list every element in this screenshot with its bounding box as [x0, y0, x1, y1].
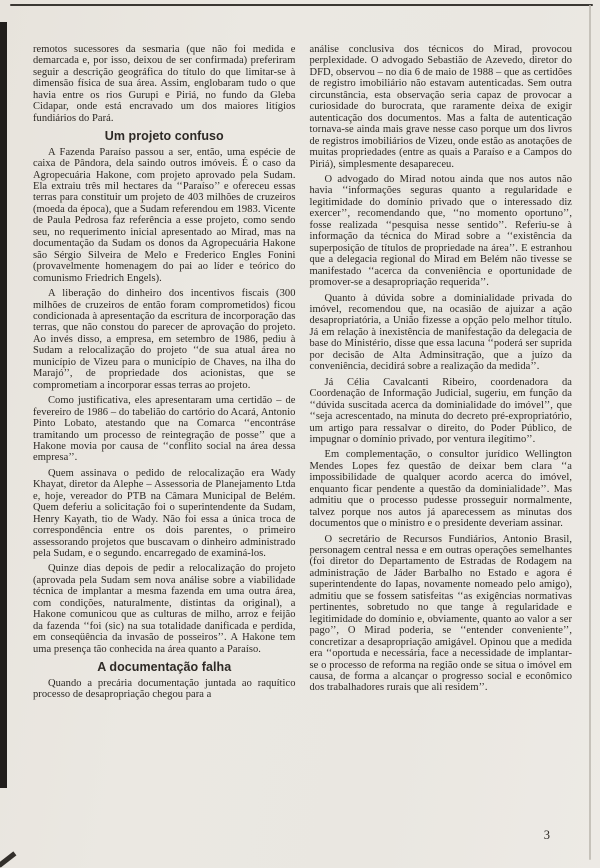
page-number: 3: [543, 828, 550, 842]
page-edge-top-line: [10, 4, 593, 6]
scan-mark-bottom-left: [0, 851, 16, 867]
paragraph: Em complementação, o consultor jurídico Wellington Mendes Lopes fez questão de deixar bem clara ‘‘a impossibilidade de qualquer acordo acerca do imóvel, enquanto ficar pendente a questão da dominialidade’’. Mas admitiu que o processo pudesse prosseguir normalmente, talvez porque nos autos já aparecessem as minutas dos documentos que o ministro e o presidente deveriam assinar.: [309, 449, 572, 530]
paragraph: Quanto à dúvida sobre a dominialidade privada do imóvel, recomendou que, na ocasião de ajuizar a ação desapropriatória, a União fizesse a opção pelo melhor título. Já em relação à inexistência de manifestação da delegacia de base do Ministério, disse que essa lacuna ‘‘poderá ser suprida por decisão de Alta Adminsitração, que a juízo da conveniência, decidirá sobre a realização da medida’’.: [309, 292, 572, 373]
paragraph: Quando a precária documentação juntada ao raquítico processo de desapropriação chegou para a: [33, 677, 296, 701]
paragraph: Já Célia Cavalcanti Ribeiro, coordenadora da Coordenação de Informação Judicial, sugeriu, em função da ‘‘dúvida suscitada acerca da dominialidade do imóvel’’, que ‘‘seja acrescentado, na minuta do decreto pré-expropriatório, um artigo para ressalvar o direito, do Poder Público, de impugnar o domínio privado, por ventura ilegítimo’’.: [309, 376, 572, 445]
section-heading: Um projeto confuso: [104, 129, 224, 144]
scan-shadow-left-band: [0, 22, 7, 788]
paragraph: remotos sucessores da sesmaria (que não foi medida e demarcada e, por isso, deixou de ser confirmada) preferiram seguir a descrição geográfica do título do que limitar-se à dimensão física de sua área. Assim, englobaram tudo o que havia entre os rios Gurupi e Piriá, no fundo da Gleba Cidapar, onde está encravado um dos maiores litígios fundiários do Pará.: [33, 44, 296, 124]
paragraph: O secretário de Recursos Fundiários, Antonio Brasil, personagem central nessa e em outras operações semelhantes (foi diretor do Departamento de Estradas de Rodagem na administração de Jáder Barbalho no Estado e agora é superintendente do Iapas, novamente nomeado pelo amigo), admitiu que se fossem satisfeitas ‘‘as exigências normativas pertinentes, sobretudo no que tange à regularidade e legitimidade do domínio e, obviamente, quanto ao valor a ser pago’’, O Mirad poderia, se ‘‘entender conveniente’’, concretizar a desapropriação amigável. Opinou que a medida era ‘‘oportuda e necessária, face a necessidade de implantar-se o processo de reforma na região onde se situa o imóvel em causa, de forma a alcançar o progresso social e econômico dos trabalhadores rurais que ali residem’’.: [309, 533, 572, 694]
paragraph: A liberação do dinheiro dos incentivos fiscais (300 milhões de cruzeiros de então foram comprometidos) ficou condicionada à apresentação da escritura de incorporação das terras, que não constou do parecer de aprovação do projeto. Ao invés disso, a empresa, em setembro de 1986, pediu à Sudam a relocalização do projeto ‘‘de sua atual área no município de Vizeu para o município de Chaves, na ilha do Marajó’’, de propriedade dos acionistas, que se comprometiam a incorporar essas terras ao projeto.: [33, 288, 296, 391]
left-column: [33, 44, 296, 704]
paragraph: Quem assinava o pedido de relocalização era Wady Khayat, diretor da Alephe – Assessoria de Planejamento Ltda e, hoje, vereador do PTB na Câmara Municipal de Belém. Quem deferiu a solicitação foi o superintendente da Sudam, Henry Kayath, tio de Wady. Não foi essa a única troca de correspondência entre os dois parentes, o primeiro assessorando projetos que buscavam o dinheiro administrado pela Sudam, e o segundo. encarregado de examiná-los.: [33, 467, 296, 560]
page-edge-right-line: [589, 5, 591, 860]
right-column: [310, 44, 573, 704]
paragraph: O advogado do Mirad notou ainda que nos autos não havia ‘‘informações seguras quanto a regularidade e legitimidade do domínio privado que o interessado diz exercer’’, recomendando que, ‘‘no momento oportuno’’, fosse realizada ‘‘pesquisa nesse sentido’’. Referiu-se à informação da técnica do Mirad sobre a ‘‘existência da superposição de títulos de propriedade na área’’. E estranhou que a delegacia regional do Mirad em Belém não tivesse se manifestado ‘‘acerca da conveniência e oportunidade de promover-se a desapropriação requerida’’.: [309, 173, 572, 289]
paragraph: Como justificativa, eles apresentaram uma certidão – de fevereiro de 1986 – do tabelião do cartório do Acará, Antonio Pinto Lobato, atestando que na Comarca ‘‘encontráse tramitando um processo de reintegração de posse’’ que a Hakone movia por causa de ‘‘conflito social na área dessa empresa’’.: [33, 395, 296, 464]
article-body: [33, 44, 572, 704]
paragraph: análise conclusiva dos técnicos do Mirad, provocou perplexidade. O advogado Sebastião de Azevedo, diretor do DFD, observou – no dia 6 de maio de 1988 – que as certidões de registro imobiliário não estavam autenticadas. Sem outra circunstância, esta observação seria capaz de provocar a curiosidade do burocrata, que raramente deixa de exigir autenticação dos documentos. Mas a falta de autenticação tornava-se ainda mais grave nesse caso porque um dos livros de registros imobiliários de Vizeu, onde estão as anotações de muitas propriedades (entre as quais a Paraíso e a Campos do Piriá), simplesmente desapareceu.: [309, 44, 572, 170]
section-heading: A documentação falha: [97, 660, 232, 675]
paragraph: A Fazenda Paraíso passou a ser, então, uma espécie de caixa de Pândora, dela saindo outros imóveis. É o caso da Agropecuária Hakone, com projeto aprovado pela Sudam. Ela extraiu três mil hectares da ‘‘Paraíso’’ e ofereceu essas terras para constituir um projeto de 403 milhões de cruzeiros (moeda da época), que a Sudam referendou em 1983. Vicente de Paula Pedrosa faz referência a esse projeto, como sendo seu, no requerimento inicial apresentado ao Mirad, mas na documentação da Sudam os donos da Agropecuária Hakone são Sérgio Silveira de Melo e Frederico Engles Fonini (provavelmente homenagem do pai ao líder e teórico do comunismo Friedrich Engels).: [33, 146, 296, 284]
paragraph: Quinze dias depois de pedir a relocalização do projeto (aprovada pela Sudam sem nova análise sobre a viabilidade técnica de implantar a mesma fazenda em uma outra área, com condições, naturalmente, distintas da original), a Hakone comunicou que as culturas de milho, arroz e feijão da fazenda ‘‘foi (sic) na sua totalidade danificada e perdida, em conseqüência da invasão de posseiros’’. A Hakone tem uma presença tão conhecida na área quanto a Paraíso.: [33, 563, 296, 655]
